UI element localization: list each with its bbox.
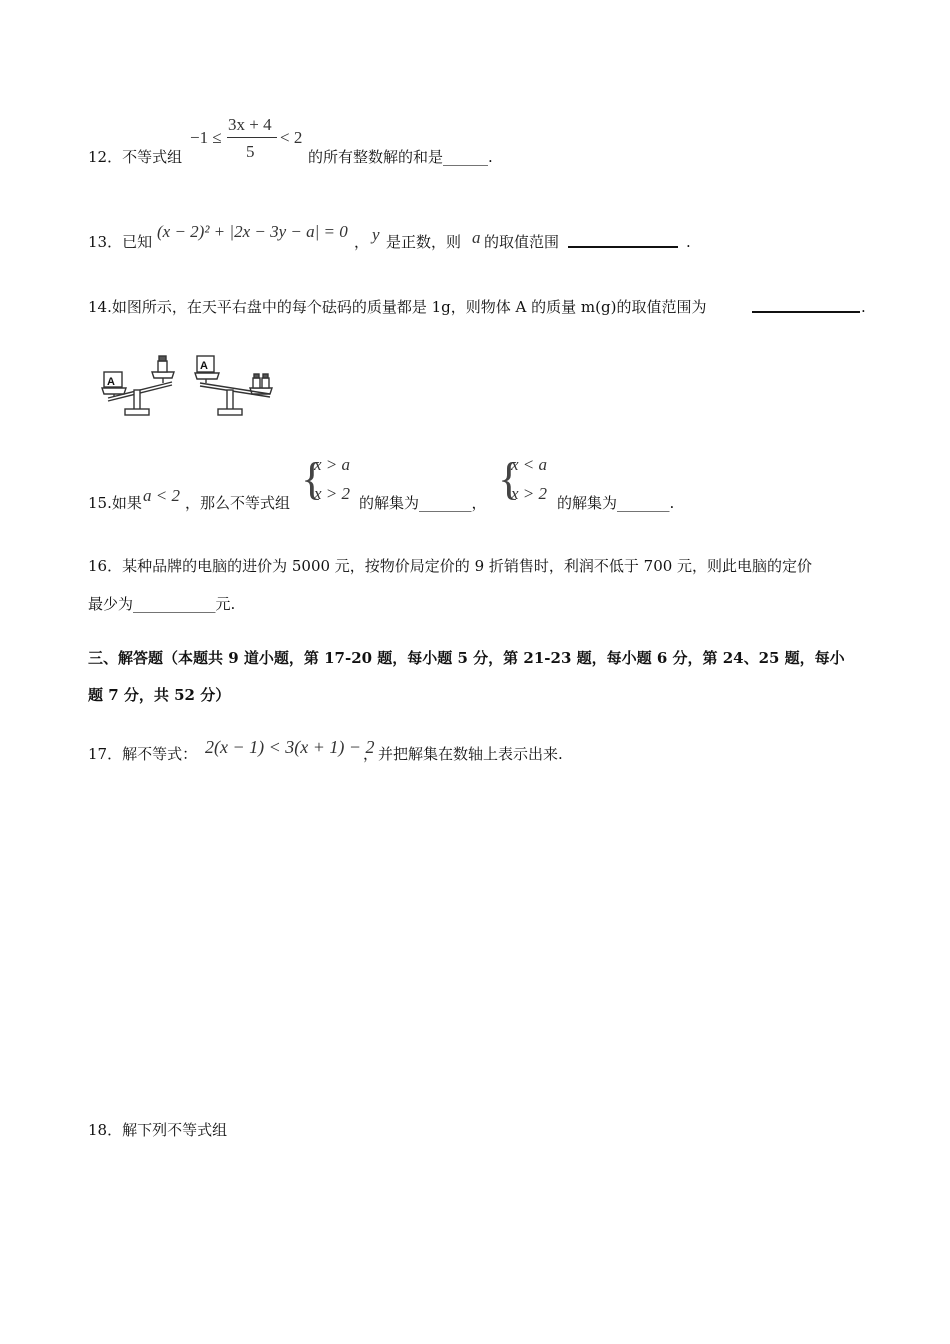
q14-end: . bbox=[861, 298, 866, 316]
q12-right-bound: < 2 bbox=[280, 128, 303, 147]
q13-comma: ， bbox=[354, 233, 370, 251]
q12-denominator: 5 bbox=[246, 142, 255, 161]
q15-result1: 的解集为_______， bbox=[359, 494, 487, 512]
q13-end: . bbox=[686, 233, 691, 251]
fraction-bar bbox=[227, 137, 277, 138]
q13-var-a: a bbox=[472, 228, 481, 247]
q15-mid: ，那么不等式组 bbox=[185, 494, 291, 512]
q15-system2-top: x < a bbox=[511, 455, 548, 474]
q13-var-y: y bbox=[372, 225, 380, 244]
q12-tail: 的所有整数解的和是______. bbox=[308, 148, 493, 166]
q15-system1-top: x > a bbox=[314, 455, 351, 474]
q17-formula: 2(x − 1) < 3(x + 1) − 2 bbox=[205, 737, 375, 757]
system-brace-2: { bbox=[498, 453, 521, 504]
q12-numerator: 3x + 4 bbox=[228, 115, 272, 134]
object-a-label-1: A bbox=[107, 376, 115, 388]
q16-line1: 16．某种品牌的电脑的进价为 5000 元，按物价局定价的 9 折销售时，利润不低于 700 元，则此电脑的定价 bbox=[88, 557, 813, 575]
q18-text: 18．解下列不等式组 bbox=[88, 1121, 228, 1139]
q13-formula: (x − 2)² + |2x − 3y − a| = 0 bbox=[157, 222, 348, 241]
balance-scales-figure bbox=[100, 352, 280, 420]
q16-line2: 最少为___________元. bbox=[88, 595, 236, 613]
q13-answer-blank bbox=[568, 232, 678, 248]
section-3-line1: 三、解答题（本题共 9 道小题，第 17-20 题，每小题 5 分，第 21-23 题，每小题 6 分，第 24、25 题，每小 bbox=[88, 649, 845, 667]
q13-number: 13．已知 bbox=[88, 233, 153, 251]
q17-tail: ，并把解集在数轴上表示出来. bbox=[363, 745, 563, 763]
object-a-label-2: A bbox=[200, 360, 208, 372]
q14-answer-blank bbox=[752, 297, 860, 313]
q12-number: 12．不等式组 bbox=[88, 148, 183, 166]
q15-number: 15.如果 bbox=[88, 494, 142, 512]
q15-system1-bottom: x > 2 bbox=[314, 484, 351, 503]
q14-text: 14.如图所示，在天平右盘中的每个砝码的质量都是 1g，则物体 A 的质量 m(g)的取值范围为 bbox=[88, 298, 707, 316]
q15-result2: 的解集为_______. bbox=[557, 494, 675, 512]
q13-tail: 的取值范围 bbox=[484, 233, 560, 251]
system-brace-1: { bbox=[301, 453, 324, 504]
section-3-line2: 题 7 分，共 52 分） bbox=[88, 686, 231, 704]
q13-mid: 是正数，则 bbox=[386, 233, 462, 251]
q15-condition: a < 2 bbox=[143, 486, 180, 505]
q12-left-bound: −1 ≤ bbox=[190, 128, 222, 147]
q15-system2-bottom: x > 2 bbox=[511, 484, 548, 503]
q17-number: 17．解不等式： bbox=[88, 745, 198, 763]
